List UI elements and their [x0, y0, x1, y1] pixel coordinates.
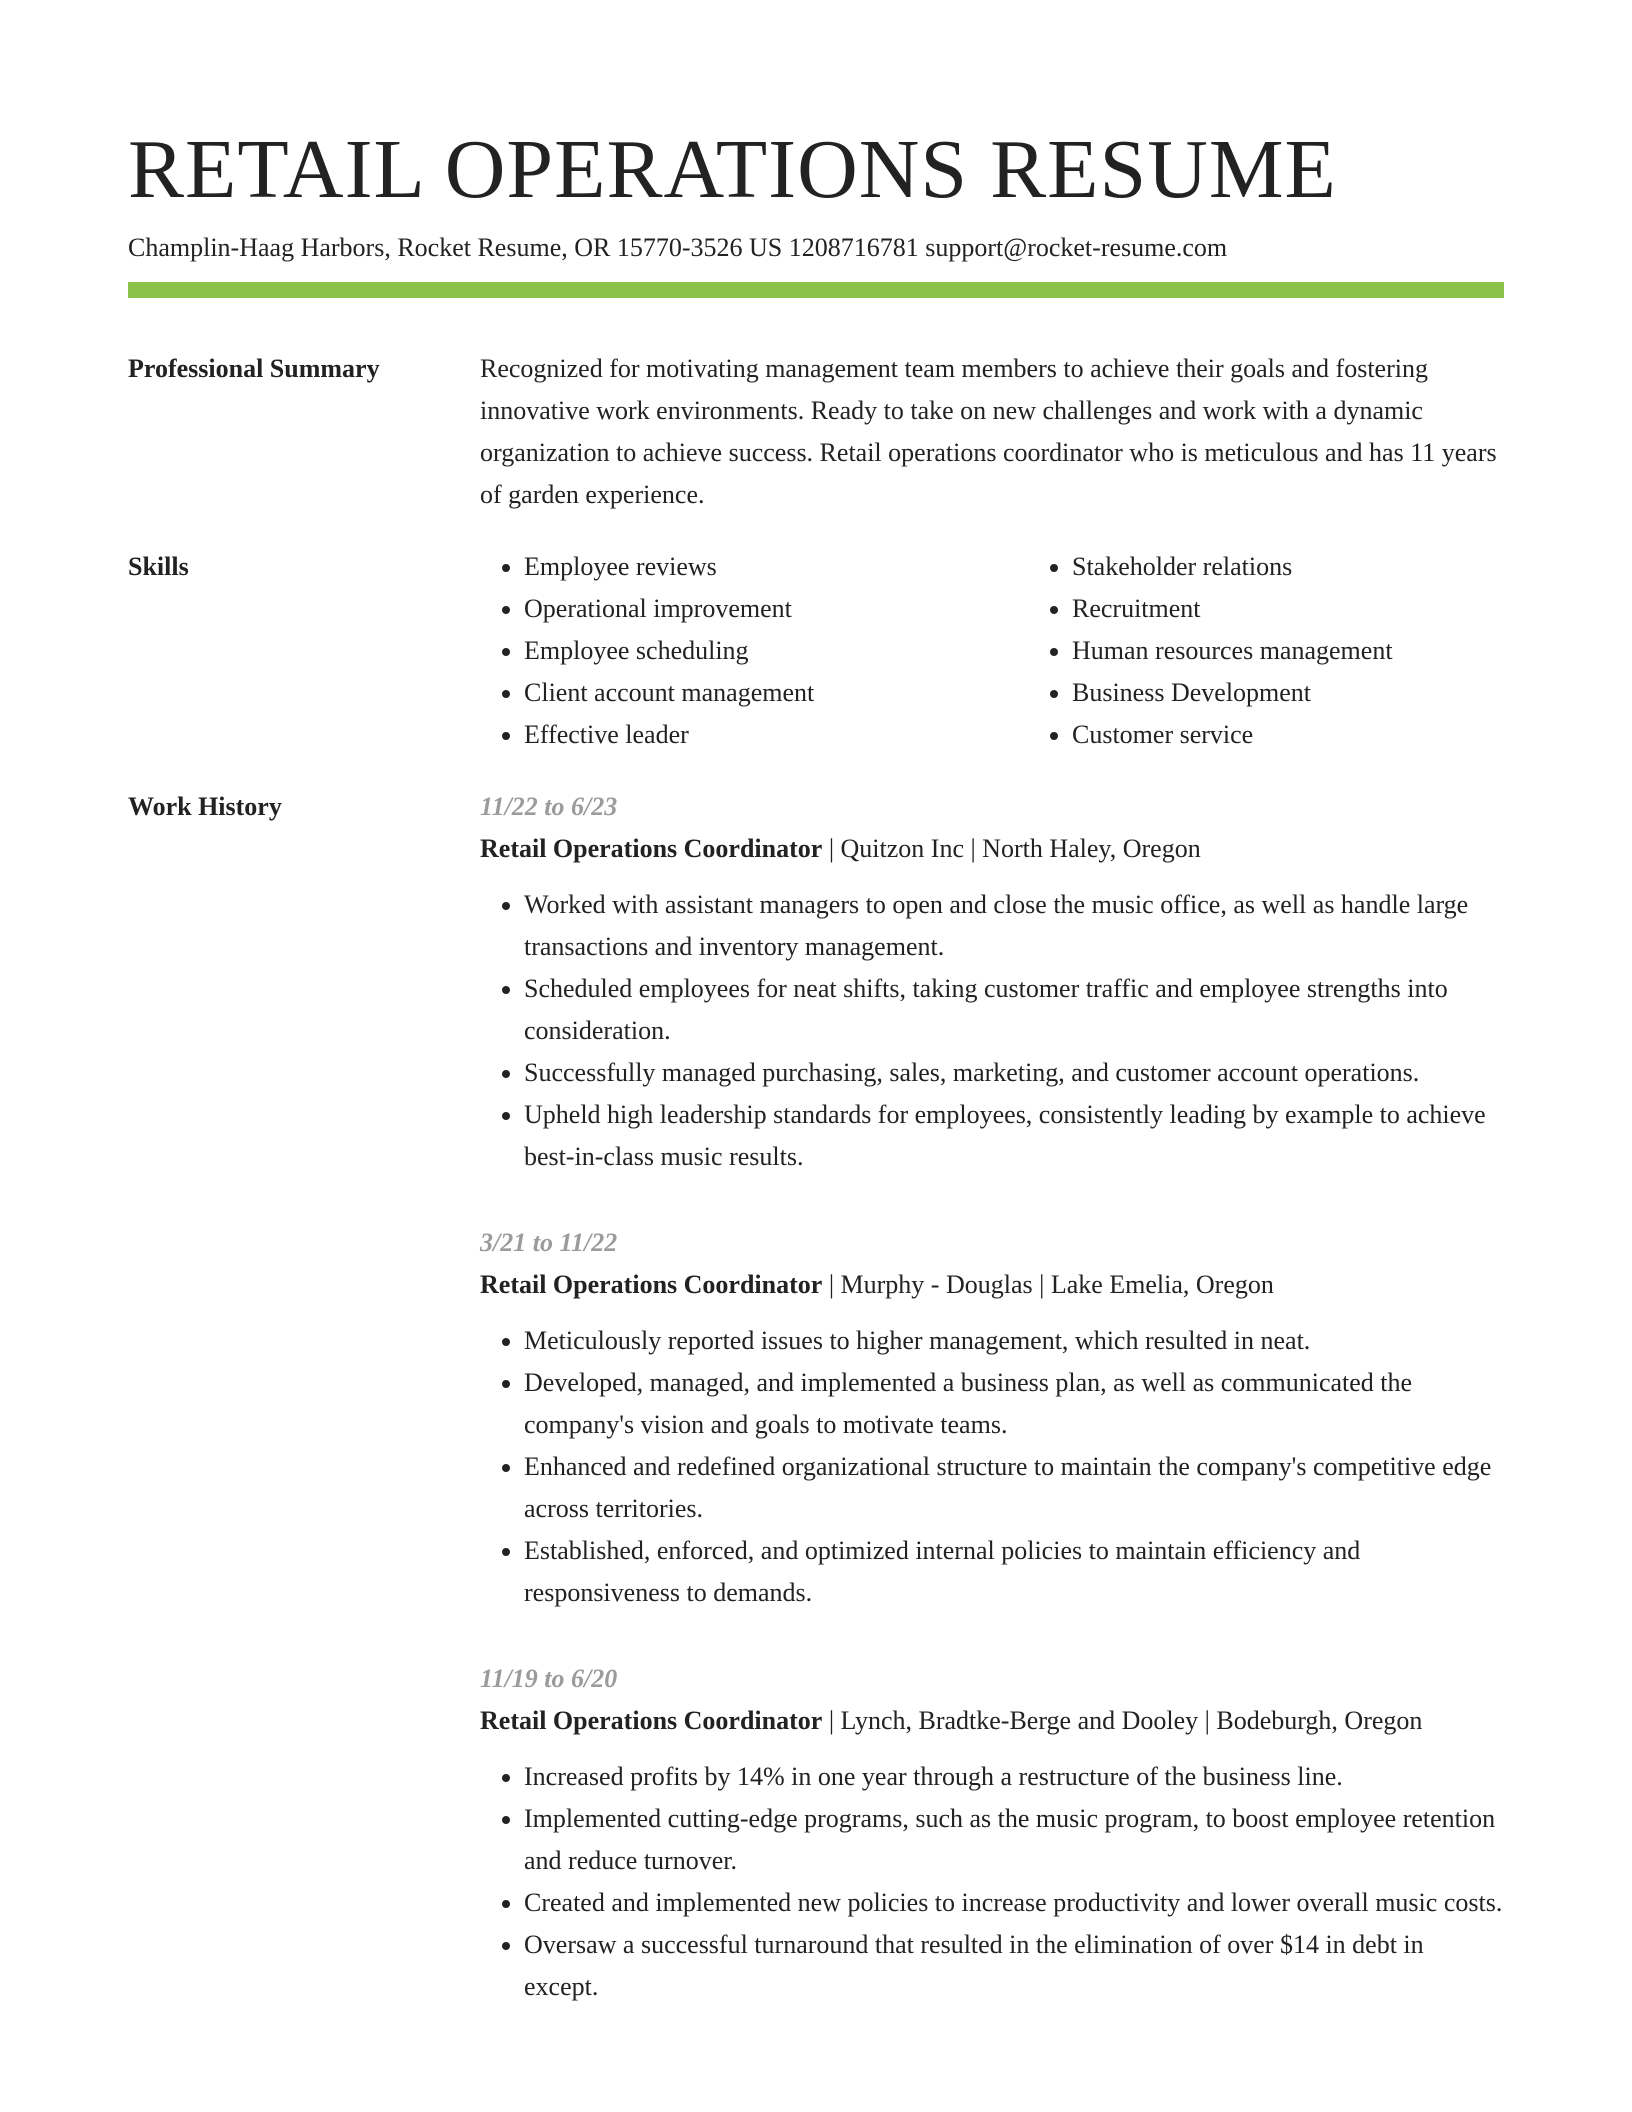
job-bullets	[480, 884, 1504, 1178]
job-bullet: • Developed, managed, and implemented a business plan, as well as communicated the company's vision and goals to motivate teams.	[524, 1362, 1504, 1446]
job-entry	[480, 1222, 1504, 1614]
skills-heading: Skills	[128, 552, 189, 581]
summary-text: Recognized for motivating management team members to achieve their goals and fostering innovative work environments. Ready to take on new challenges and work with a dynamic organization to achieve success. Retail operations coordinator who is meticulous and has 11 years of garden experience.	[480, 354, 1497, 509]
job-title-line	[480, 828, 1504, 870]
job-entry	[480, 1658, 1504, 2008]
job-title: Retail Operations Coordinator	[480, 1706, 823, 1735]
job-title-line	[480, 1264, 1504, 1306]
job-title: Retail Operations Coordinator	[480, 1270, 823, 1299]
job-bullets	[480, 1320, 1504, 1614]
skill-item: • Effective leader	[524, 714, 1028, 756]
job-bullet: • Created and implemented new policies to increase productivity and lower overall music costs.	[524, 1882, 1504, 1924]
job-dates: 11/19 to 6/20	[480, 1664, 618, 1693]
job-employer-location: | Murphy - Douglas | Lake Emelia, Oregon	[822, 1270, 1274, 1299]
job-bullet: • Established, enforced, and optimized internal policies to maintain efficiency and responsiveness to demands.	[524, 1530, 1504, 1614]
job-bullet: • Increased profits by 14% in one year through a restructure of the business line.	[524, 1756, 1504, 1798]
contact-line	[128, 230, 1504, 266]
job-title: Retail Operations Coordinator	[480, 834, 823, 863]
job-bullets	[480, 1756, 1504, 2008]
skill-item: • Employee reviews	[524, 546, 1028, 588]
job-entry	[480, 786, 1504, 1178]
skill-item: • Human resources management	[1072, 630, 1576, 672]
job-employer-location: | Lynch, Bradtke-Berge and Dooley | Bodeburgh, Oregon	[822, 1706, 1423, 1735]
contact-email[interactable]: support@rocket-resume.com	[925, 233, 1228, 262]
job-bullet: • Worked with assistant managers to open and close the music office, as well as handle large transactions and inventory management.	[524, 884, 1504, 968]
skill-item: • Customer service	[1072, 714, 1576, 756]
skills-list-left	[480, 546, 1028, 756]
job-bullet: • Meticulously reported issues to higher management, which resulted in neat.	[524, 1320, 1504, 1362]
skill-item: • Stakeholder relations	[1072, 546, 1576, 588]
skill-item: • Employee scheduling	[524, 630, 1028, 672]
job-dates: 3/21 to 11/22	[480, 1228, 618, 1257]
job-bullet: • Enhanced and redefined organizational structure to maintain the company's competitive edge across territories.	[524, 1446, 1504, 1530]
resume-page	[128, 120, 1504, 2008]
job-bullet: • Upheld high leadership standards for employees, consistently leading by example to achieve best-in-class music results.	[524, 1094, 1504, 1178]
job-title-line	[480, 1700, 1504, 1742]
work-history-section	[128, 786, 1504, 2008]
skill-item: • Recruitment	[1072, 588, 1576, 630]
skill-item: • Client account management	[524, 672, 1028, 714]
job-employer-location: | Quitzon Inc | North Haley, Oregon	[822, 834, 1201, 863]
summary-section	[128, 348, 1504, 516]
job-dates: 11/22 to 6/23	[480, 792, 618, 821]
summary-heading: Professional Summary	[128, 354, 380, 383]
work-history-heading: Work History	[128, 792, 282, 821]
job-bullet: • Oversaw a successful turnaround that resulted in the elimination of over $14 in debt in except.	[524, 1924, 1504, 2008]
resume-title: RETAIL OPERATIONS RESUME	[128, 123, 1337, 216]
skills-list-right	[1028, 546, 1576, 756]
contact-phone: 1208716781	[788, 233, 919, 262]
contact-address: Champlin-Haag Harbors, Rocket Resume, OR 15770-3526 US	[128, 233, 783, 262]
job-bullet: • Successfully managed purchasing, sales, marketing, and customer account operations.	[524, 1052, 1504, 1094]
header-divider	[128, 282, 1504, 298]
job-bullet: • Implemented cutting-edge programs, such as the music program, to boost employee retention and reduce turnover.	[524, 1798, 1504, 1882]
skill-item: • Business Development	[1072, 672, 1576, 714]
job-bullet: • Scheduled employees for neat shifts, taking customer traffic and employee strengths into consideration.	[524, 968, 1504, 1052]
skill-item: • Operational improvement	[524, 588, 1028, 630]
skills-section	[128, 546, 1504, 756]
